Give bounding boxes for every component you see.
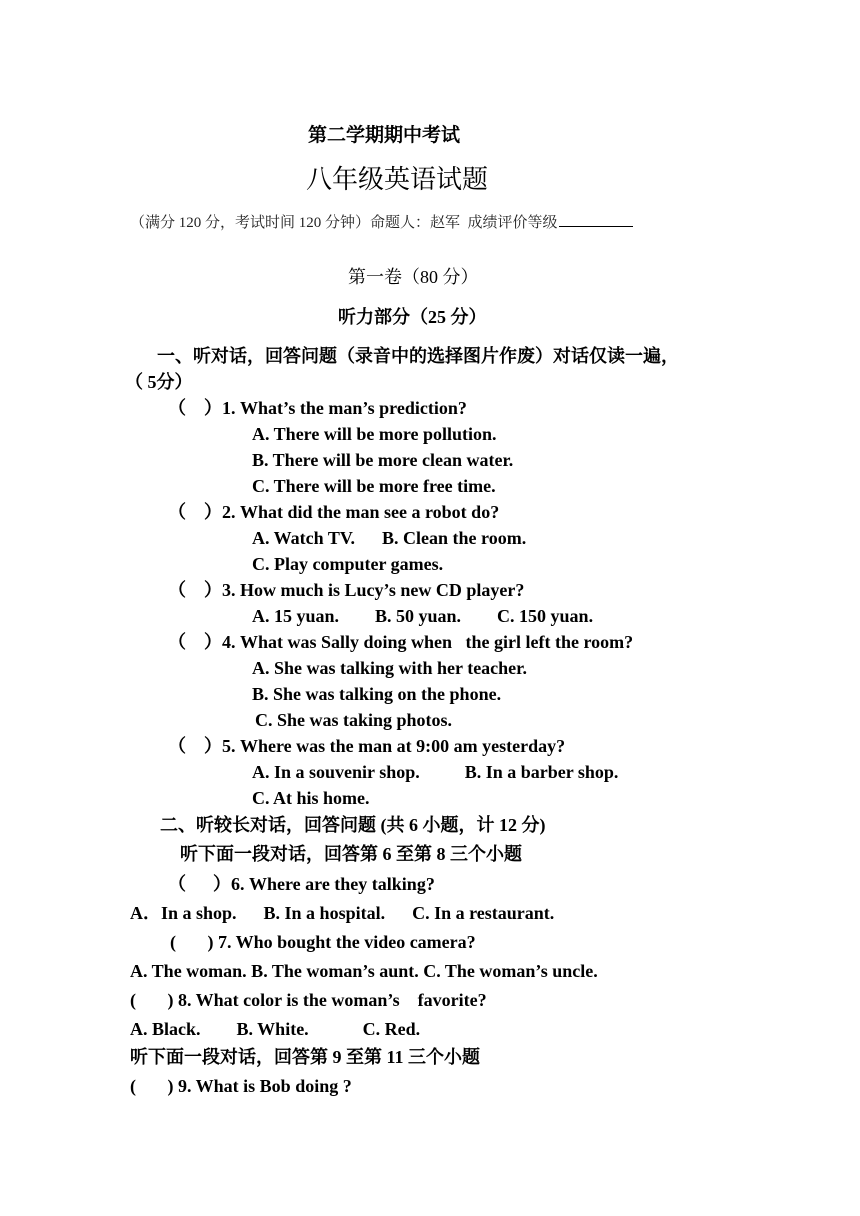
section2-heading: 二、听较长对话，回答问题 (共 6 小题，计 12 分) xyxy=(160,815,546,835)
grade-blank xyxy=(559,212,633,227)
exam-info-text: （满分 120 分，考试时间 120 分钟）命题人：赵军 成绩评价等级 xyxy=(130,215,558,231)
volume-title: 第一卷（80 分） xyxy=(348,267,479,287)
option-3abc: A. 15 yuan. B. 50 yuan. C. 150 yuan. xyxy=(252,606,594,626)
options-6: A．In a shop. B. In a hospital. C. In a restaurant. xyxy=(130,903,555,923)
option-1c: C. There will be more free time. xyxy=(252,476,496,496)
options-7: A. The woman. B. The woman’s aunt. C. The woman’s uncle. xyxy=(130,961,598,981)
question-1: （ ）1. What’s the man’s prediction? xyxy=(168,398,467,418)
option-5c: C. At his home. xyxy=(252,788,370,808)
section1-heading: 一、听对话，回答问题（录音中的选择图片作废）对话仅读一遍， xyxy=(157,346,679,366)
option-1b: B. There will be more clean water. xyxy=(252,450,514,470)
option-4a: A. She was talking with her teacher. xyxy=(252,658,528,678)
options-8: A. Black. B. White. C. Red. xyxy=(130,1019,421,1039)
option-4b: B. She was talking on the phone. xyxy=(252,684,502,704)
option-2ab: A. Watch TV. B. Clean the room. xyxy=(252,528,527,548)
question-9: ( ) 9. What is Bob doing ? xyxy=(130,1076,352,1096)
option-1a: A. There will be more pollution. xyxy=(252,424,497,444)
question-7: ( ) 7. Who bought the video camera? xyxy=(170,932,476,952)
question-2: （ ）2. What did the man see a robot do? xyxy=(168,502,500,522)
option-4c: C. She was taking photos. xyxy=(255,710,453,730)
section1-heading-score: （ 5分） xyxy=(125,372,193,392)
page-title: 八年级英语试题 xyxy=(306,165,489,195)
option-2c: C. Play computer games. xyxy=(252,554,444,574)
exam-name: 第二学期期中考试 xyxy=(308,125,461,146)
exam-info xyxy=(130,212,633,231)
part-title: 听力部分（25 分） xyxy=(338,307,487,327)
question-4: （ ）4. What was Sally doing when the girl left the room? xyxy=(168,632,634,652)
question-3: （ ）3. How much is Lucy’s new CD player? xyxy=(168,580,525,600)
section2-intro-2: 听下面一段对话，回答第 9 至第 11 三个小题 xyxy=(130,1047,481,1067)
question-5: （ ）5. Where was the man at 9:00 am yesterday? xyxy=(168,736,566,756)
option-5ab: A. In a souvenir shop. B. In a barber shop. xyxy=(252,762,619,782)
question-8: ( ) 8. What color is the woman’s favorite? xyxy=(130,990,487,1010)
section2-intro-1: 听下面一段对话，回答第 6 至第 8 三个小题 xyxy=(180,844,522,864)
question-6: （ ）6. Where are they talking? xyxy=(168,874,435,894)
